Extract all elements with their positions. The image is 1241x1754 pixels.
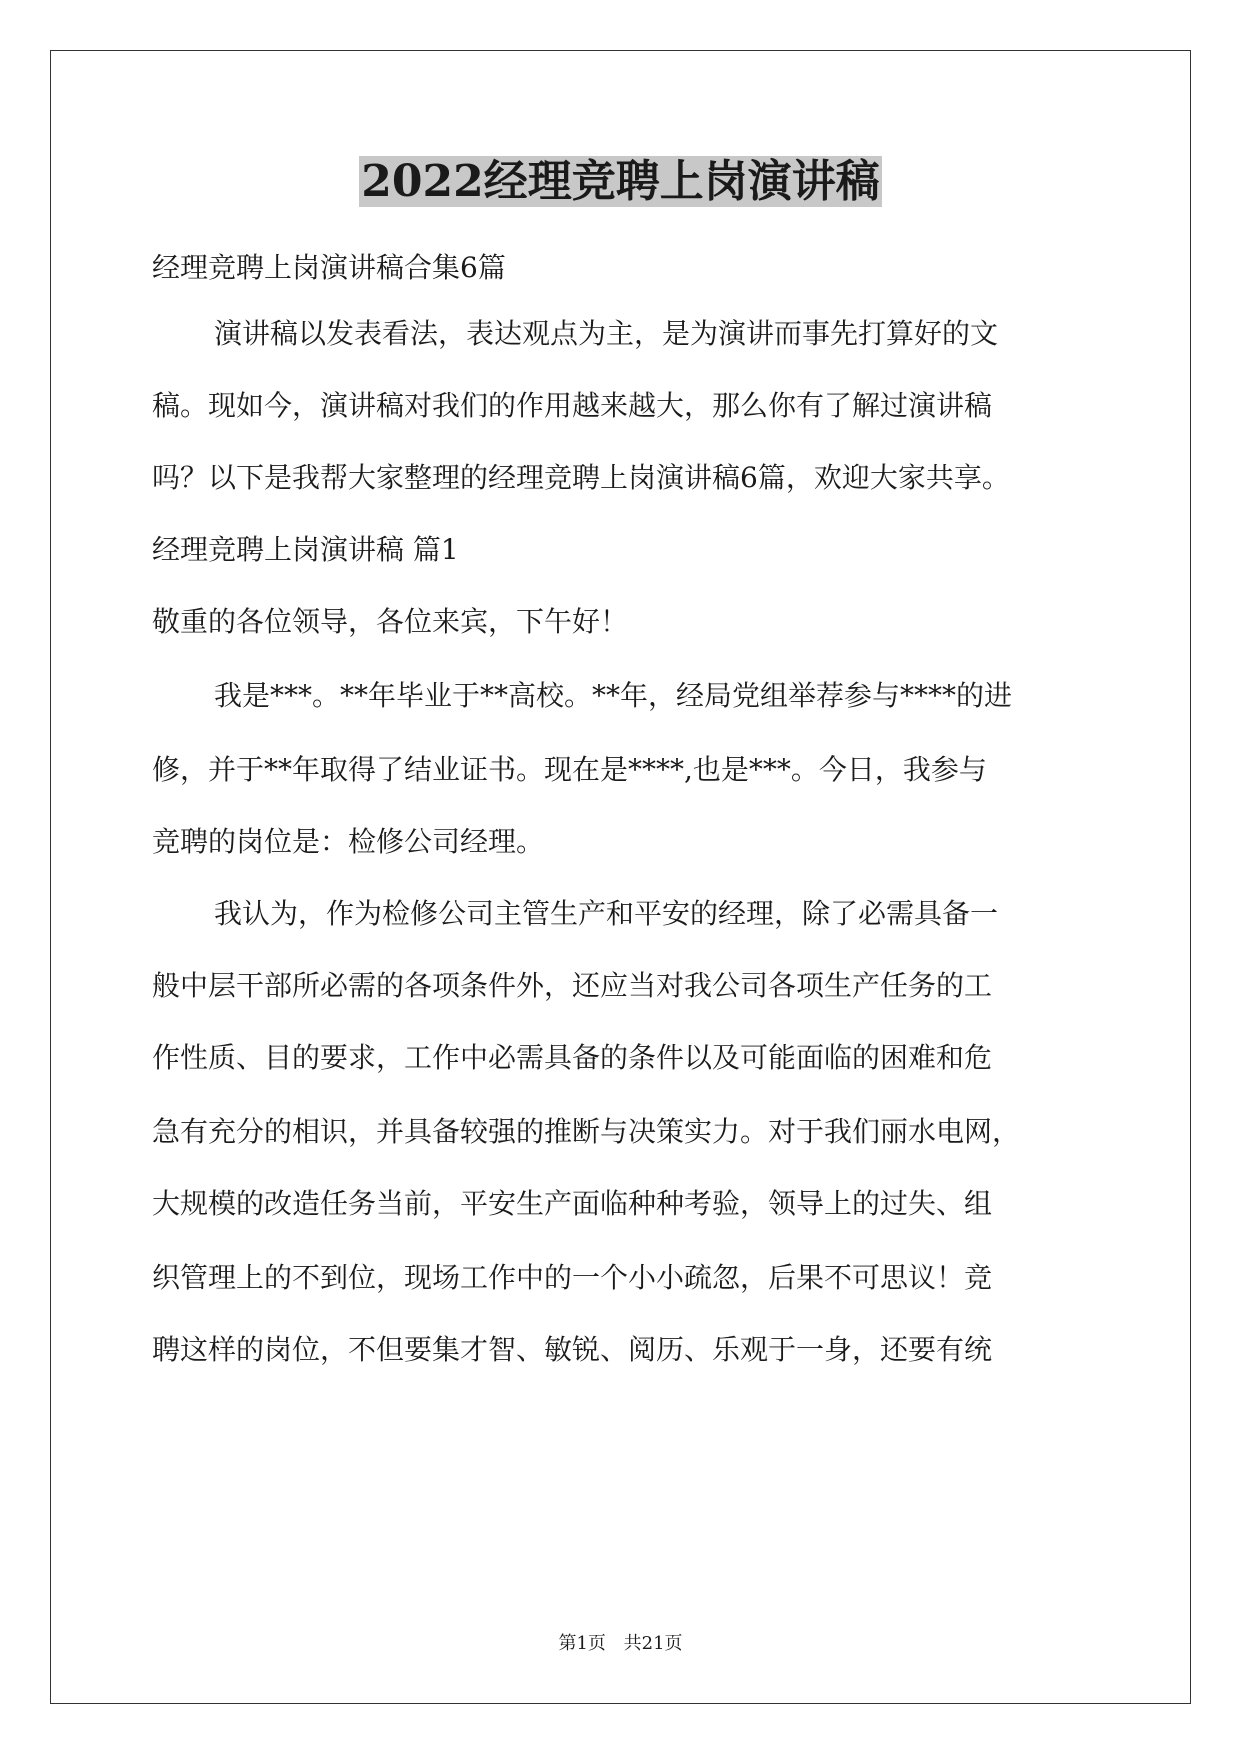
- paragraph-line: 吗？以下是我帮大家整理的经理竞聘上岗演讲稿6篇，欢迎大家共享。: [152, 461, 1010, 494]
- paragraph-line: 我认为，作为检修公司主管生产和平安的经理，除了必需具备一: [214, 897, 999, 930]
- paragraph-line: 般中层干部所必需的各项条件外，还应当对我公司各项生产任务的工: [152, 969, 993, 1002]
- title-highlight: 2022经理竞聘上岗演讲稿: [361, 156, 880, 207]
- paragraph-line: 大规模的改造任务当前，平安生产面临种种考验，领导上的过失、组: [152, 1187, 993, 1220]
- page-total: 共21页: [623, 1633, 683, 1654]
- page-footer: [0, 1632, 1241, 1656]
- paragraph-line: 作性质、目的要求，工作中必需具备的条件以及可能面临的困难和危: [152, 1041, 993, 1074]
- paragraph-line: 急有充分的相识，并具备较强的推断与决策实力。对于我们丽水电网，: [152, 1115, 1021, 1148]
- paragraph-line: 修，并于**年取得了结业证书。现在是****,也是***。今日，我参与: [152, 753, 987, 786]
- paragraph-line: 竞聘的岗位是：检修公司经理。: [152, 825, 545, 858]
- paragraph-line: 织管理上的不到位，现场工作中的一个小小疏忽，后果不可思议！竞: [152, 1261, 993, 1294]
- paragraph-line: 聘这样的岗位，不但要集才智、敏锐、阅历、乐观于一身，还要有统: [152, 1333, 993, 1366]
- doc-subtitle: 经理竞聘上岗演讲稿合集6篇: [152, 251, 506, 284]
- paragraph-line: 我是***。**年毕业于**高校。**年，经局党组举荐参与****的进: [214, 679, 1013, 712]
- paragraph-line: 稿。现如今，演讲稿对我们的作用越来越大，那么你有了解过演讲稿: [152, 389, 993, 422]
- greeting-line: 敬重的各位领导，各位来宾，下午好！: [152, 605, 629, 638]
- paragraph-line: 演讲稿以发表看法，表达观点为主，是为演讲而事先打算好的文: [214, 317, 999, 350]
- page-border: [50, 50, 1191, 1704]
- page-number: 第1页: [558, 1633, 606, 1654]
- document-title: [0, 152, 1241, 212]
- section-heading: 经理竞聘上岗演讲稿 篇1: [152, 533, 459, 566]
